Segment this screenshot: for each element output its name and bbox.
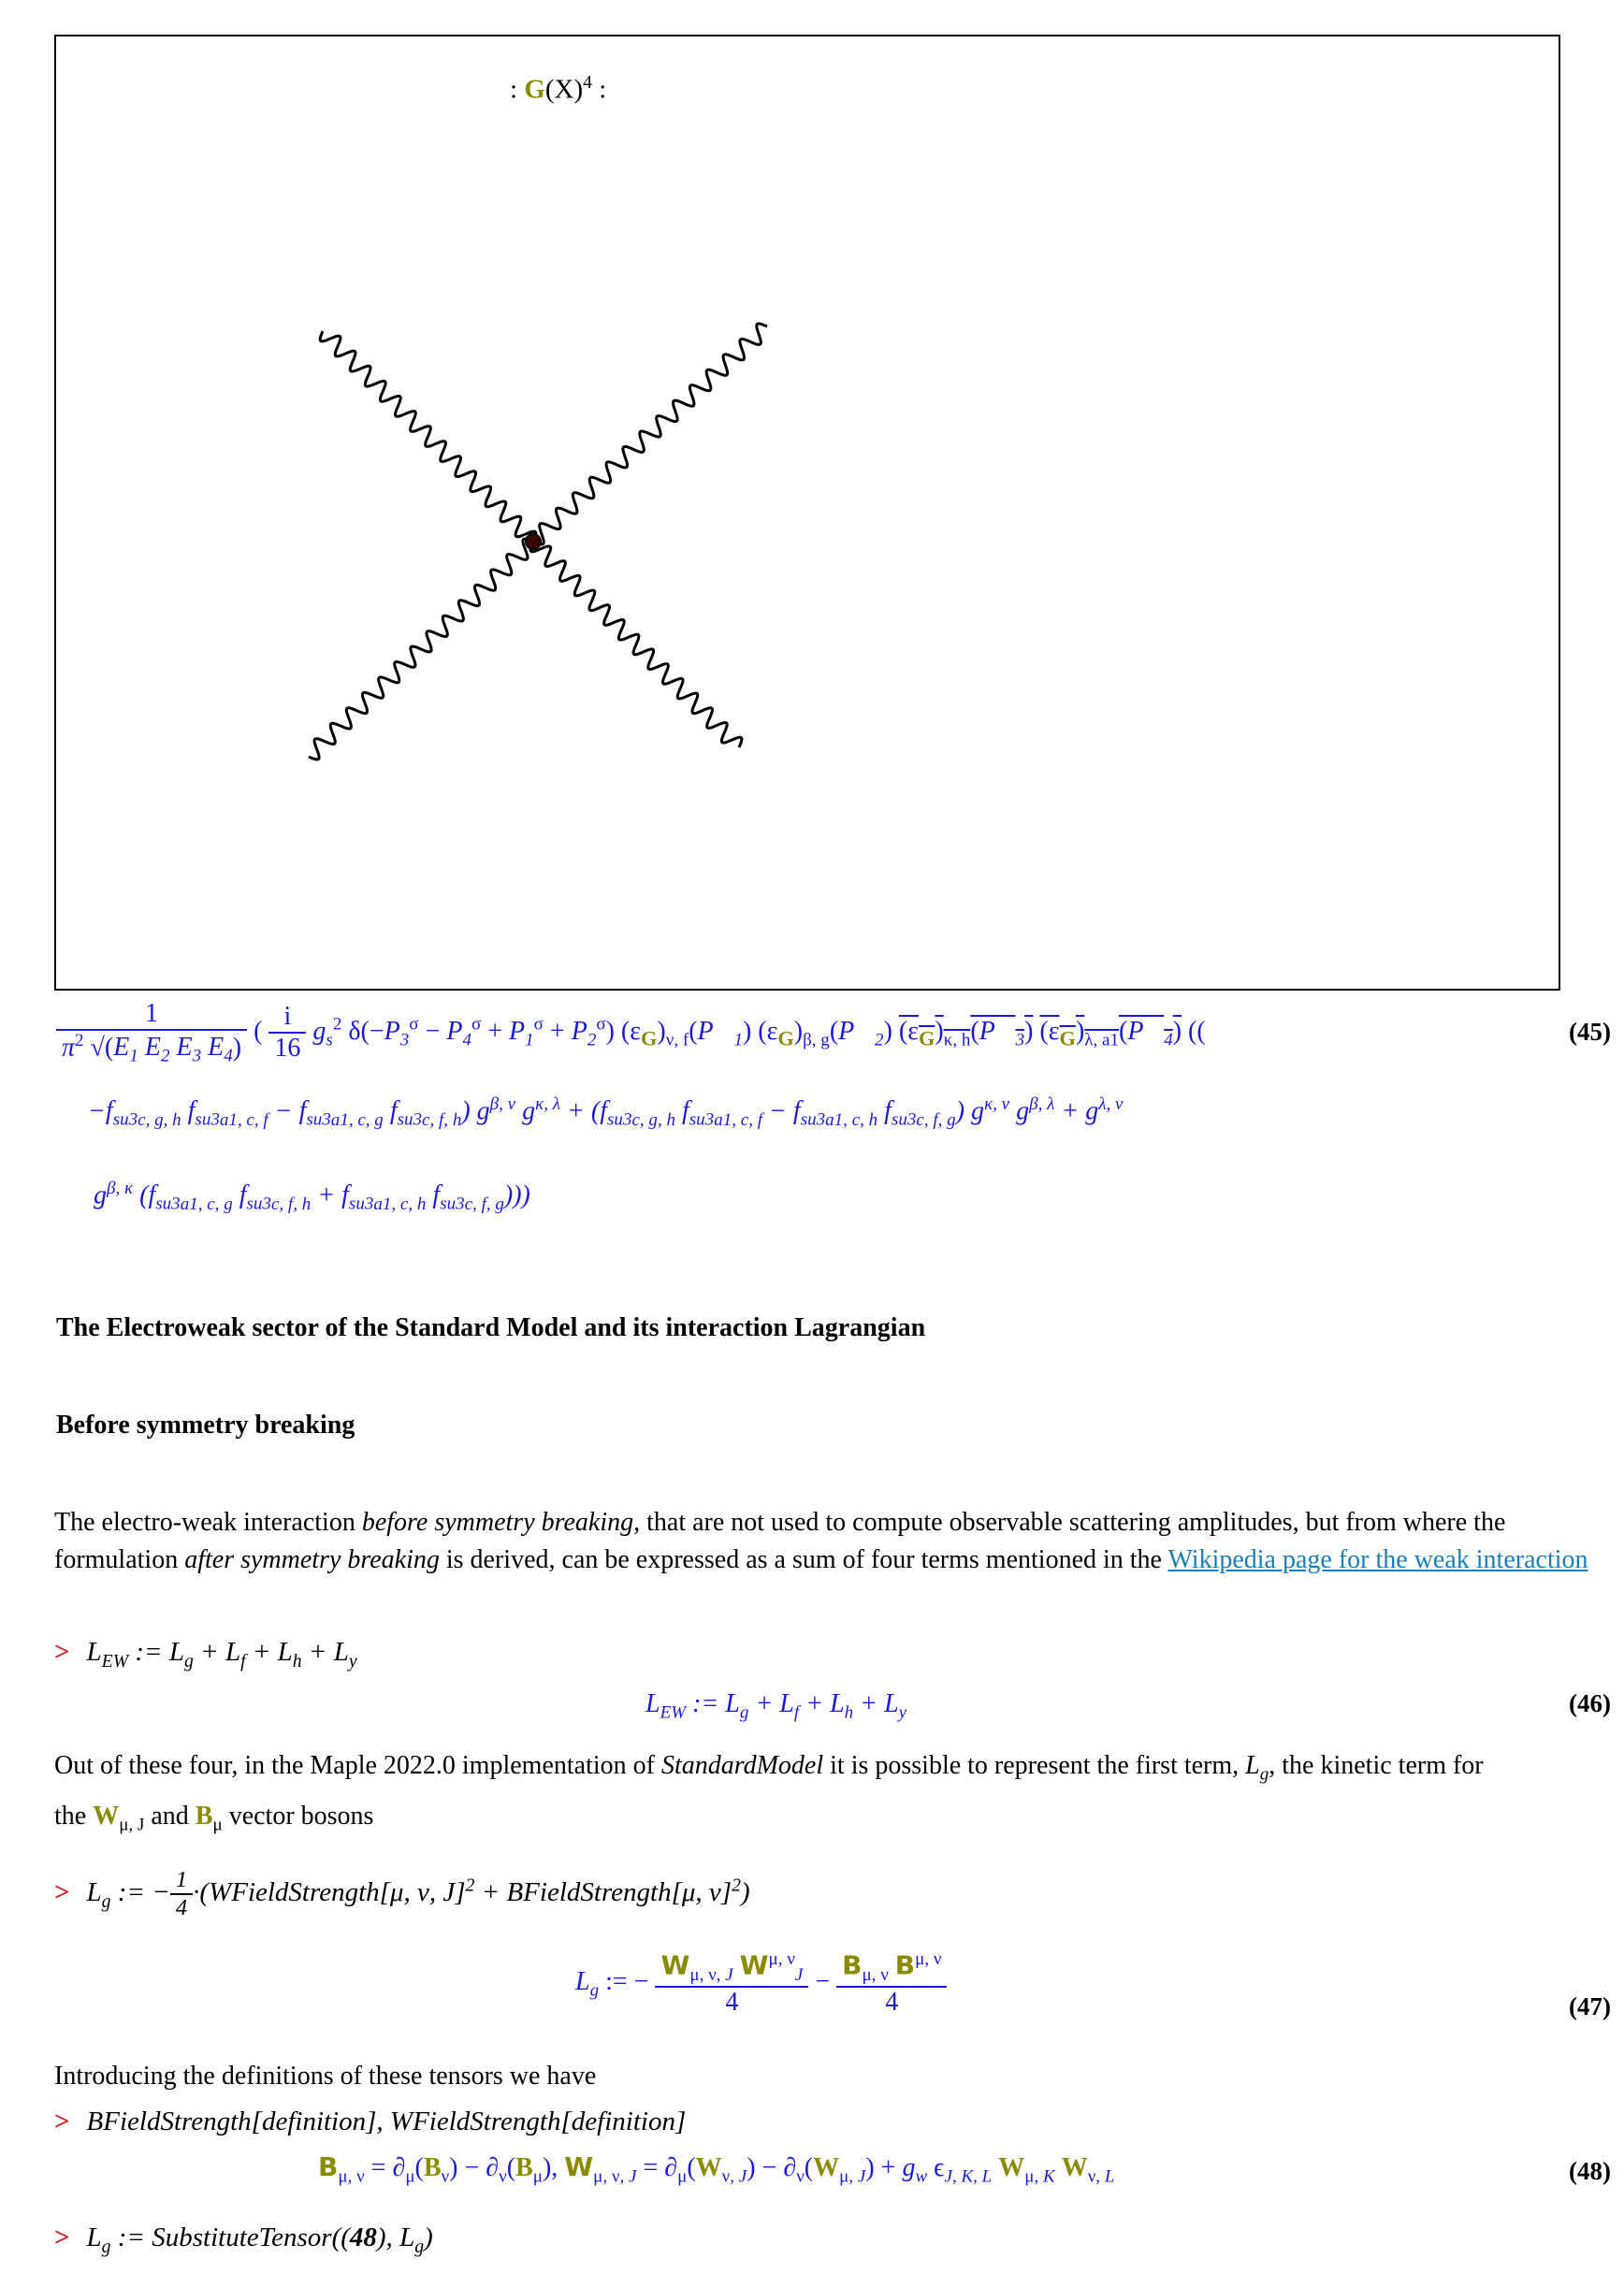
gluon-line-top-right (533, 324, 767, 544)
p1-italic1: before symmetry breaking (361, 1508, 634, 1537)
prompt2-input[interactable]: $L_g$ := − $\frac{1}{4}$ ·(WFieldStrength[μ, ν, J]$^2$ + BFieldStrength[μ, ν]$^2$) (86, 1867, 750, 1920)
maple-prompt-2[interactable] (54, 1867, 750, 1921)
gluon-line-top-left (320, 331, 536, 542)
wikipedia-link[interactable]: Wikipedia page for the weak interaction (1167, 1545, 1588, 1574)
eq45-line2: $-f_{su3c, g, h}$ $f_{su3a1, c, f} - f_{su3a1, c, g}$ $f_{su3c, f, h}$) $g^{\beta, \nu}$ $g^{\kappa, \lambda} + (f_{su3c, g, h}$ $f_{su3a1, c, f} - f_{su3a1, c, h}$ $f_{su3c, f, g}$) $g^{\kappa, \nu}$ $g^{\beta, \lambda} + g^{\lambda, \nu}$ (88, 1094, 1124, 1130)
eq46-output: $L_{EW}$ := $L_g + L_f + L_h + L_y$ (645, 1689, 907, 1723)
p2-text1: Out of these four, in the Maple 2022.0 implementation of (54, 1751, 661, 1780)
p1-italic2: after symmetry breaking (184, 1545, 440, 1574)
title-colon-right: : (599, 74, 607, 105)
p2-standardmodel: StandardModel (660, 1751, 824, 1780)
eq45-number: (45) (1569, 1018, 1611, 1046)
prompt4-input[interactable]: $L_g$ := SubstituteTensor((48), $L_g$) (86, 2222, 433, 2257)
eq45-line3: $g^{\beta, \kappa}$ ($f_{su3a1, c, g}$ $f_{su3c, f, h} + f_{su3a1, c, h}$ $f_{su3c, f, g}$))) (94, 1179, 530, 1214)
prompt1-input[interactable]: $L_{EW}$ := $L_g + L_f + L_h + L_y$ (86, 1637, 357, 1672)
prompt-marker: > (54, 2107, 70, 2136)
paragraph-definitions: Introducing the definitions of these tensors we have (54, 2062, 597, 2091)
p1-text3: is derived, can be expressed as a sum of four terms mentioned in the (439, 1545, 1168, 1574)
eq47-output: $L_g$ := − $\frac{W_{\mu, \nu, J} W^{\mu, \nu}_J}{4}$ − $\frac{B_{\mu, \nu} B^{\mu, \nu}}{4}$ (575, 1949, 947, 2018)
prompt-marker: > (54, 2222, 70, 2252)
p1-text1: The electro-weak interaction (54, 1508, 362, 1537)
prompt-marker: > (54, 1637, 70, 1667)
p1-text2: , that are not used to compute observable scattering amplitudes, but from where the formulation (54, 1508, 1506, 1574)
eq48-output: $B_{\mu, \nu} = \partial_\mu(B_\nu) - \partial_\nu(B_\mu)$, $W_{\mu, \nu, J} = \partial_\mu(W_{\nu, J}) - \partial_\nu(W_{\mu, J}) + g_w$ $\epsilon_{J, K, L}$ $W_{\mu, K}$ $W_{\nu, L}$ (318, 2151, 1115, 2187)
eq47-number: (47) (1569, 1992, 1611, 2020)
p2-text3: , the kinetic term for (1269, 1751, 1484, 1780)
vertex-dot (526, 534, 541, 549)
prompt3-input[interactable]: BFieldStrength[definition], WFieldStrength[definition] (86, 2107, 687, 2136)
eq45-prefactor: $\frac{1}{\pi^2 √(E_1 E_2 E_3 E_4)}$ (56, 999, 247, 1067)
prompt-marker: > (54, 1876, 70, 1907)
p2-text2: it is possible to represent the first term, (823, 1751, 1246, 1780)
heading-before-symmetry-breaking: Before symmetry breaking (56, 1411, 355, 1440)
paragraph-kinetic-term: Out of these four, in the Maple 2022.0 implementation of StandardModel it is possible to represent the first term, $L_g$, the kinetic term for the $W_{\mu, J}$ and $B_\mu$ vector bosons (54, 1751, 1484, 1835)
gluon-line-bottom-left (309, 539, 533, 760)
title-colon-left: : (510, 74, 518, 105)
title-arg: (X) (544, 74, 584, 105)
maple-prompt-1[interactable] (54, 1637, 357, 1672)
heading-electroweak: The Electroweak sector of the Standard Model and its interaction Lagrangian (56, 1313, 926, 1342)
eq45-line1: $\frac{1}{\pi^2 √(E_1 E_2 E_3 E_4)}$ ( $\frac{i}{16}$ $g_s^2$ $\delta(-P_3^\sigma - P_4^\sigma + P_1^\sigma + P_2^\sigma)$ $(\varepsilon_G)_{\nu, f}(P⃗_1)$ $(\varepsilon_G)_{\beta, g}(P⃗_2)$ $(\varepsilon_G)_{\kappa, h}(P⃗_3)$ $(\varepsilon_G)_{\lambda, a1}(P⃗_4)$ (( (56, 999, 1206, 1067)
paragraph-intro (54, 1504, 1588, 1579)
feynman-diagram-plot[interactable] (54, 35, 1560, 991)
eq46-number: (46) (1569, 1689, 1611, 1717)
gluon-line-bottom-right (530, 542, 742, 747)
diagram-canvas (56, 36, 1559, 989)
title-power: 4 (583, 72, 592, 93)
maple-prompt-3[interactable] (54, 2107, 686, 2137)
title-field-g: G (524, 74, 545, 105)
eq48-number: (48) (1569, 2157, 1611, 2185)
maple-prompt-4[interactable] (54, 2222, 433, 2258)
